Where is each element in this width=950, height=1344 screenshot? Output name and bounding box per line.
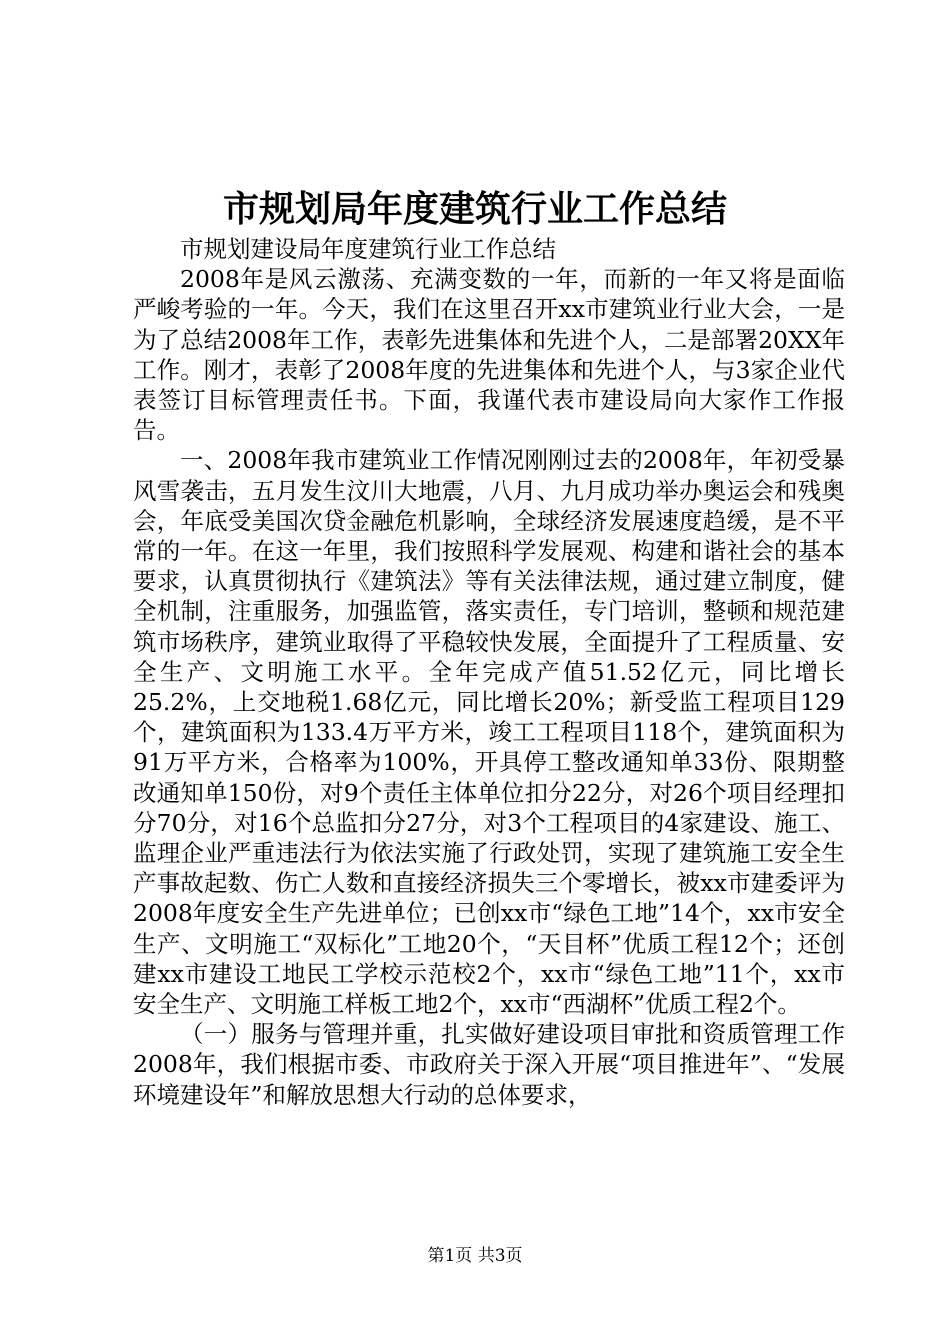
section-one-paragraph: 一、2008年我市建筑业工作情况刚刚过去的2008年，年初受暴风雪袭击，五月发生汶川大地震，八月、九月成功举办奥运会和残奥会，年底受美国次贷金融危机影响，全球经济发展速度趋缓，是不平常的一年。在这一年里，我们按照科学发展观、构建和谐社会的基本要求，认真贯彻执行《建筑法》等有关法律法规，通过建立制度，健全机制，注重服务，加强监管，落实责任，专门培训，整顿和规范建筑市场秩序，建筑业取得了平稳较快发展，全面提升了工程质量、安全生产、文明施工水平。全年完成产值51.52亿元，同比增长25.2%，上交地税1.68亿元，同比增长20%；新受监工程项目129个，建筑面积为133.4万平方米，竣工工程项目118个，建筑面积为91万平方米，合格率为100%，开具停工整改通知单33份、限期整改通知单150份，对9个责任主体单位扣分22分，对26个项目经理扣分70分，对16个总监扣分27分，对3个工程项目的4家建设、施工、监理企业严重违法行为依法实施了行政处罚，实现了建筑施工安全生产事故起数、伤亡人数和直接经济损失三个零增长，被xx市建委评为2008年度安全生产先进单位；已创xx市“绿色工地”14个，xx市安全生产、文明施工“双标化”工地20个，“天目杯”优质工程12个；还创建xx市建设工地民工学校示范校2个，xx市“绿色工地”11个，xx市安全生产、文明施工样板工地2个，xx市“西湖杯”优质工程2个。 — [133, 446, 845, 1019]
intro-paragraph: 2008年是风云激荡、充满变数的一年，而新的一年又将是面临严峻考验的一年。今天，我们在这里召开xx市建筑业行业大会，一是为了总结2008年工作，表彰先进集体和先进个人，二是部署20XX年工作。刚才，表彰了2008年度的先进集体和先进个人，与3家企业代表签订目标管理责任书。下面，我谨代表市建设局向大家作工作报告。 — [133, 265, 845, 445]
document-title: 市规划局年度建筑行业工作总结 — [222, 188, 727, 230]
subsection-one-paragraph: （一）服务与管理并重，扎实做好建设项目审批和资质管理工作2008年，我们根据市委、市政府关于深入开展“项目推进年”、“发展环境建设年”和解放思想大行动的总体要求， — [133, 1020, 845, 1109]
document-body — [133, 234, 845, 1110]
page-number-footer: 第1页 共3页 — [427, 1246, 523, 1266]
subtitle-paragraph: 市规划建设局年度建筑行业工作总结 — [180, 235, 556, 263]
